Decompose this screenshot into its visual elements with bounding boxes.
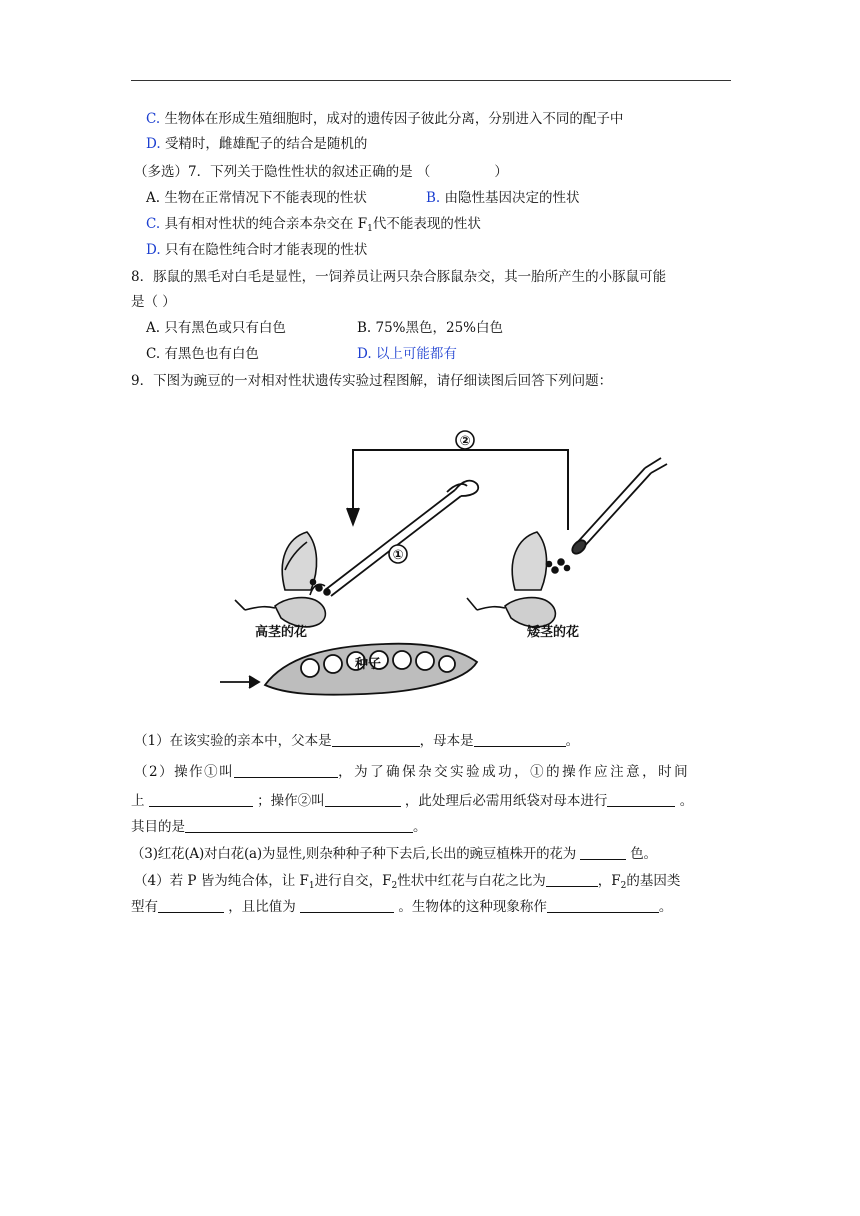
q8-option-c: C. 有黑色也有白色 [146,346,259,362]
q6-option-c [146,110,623,128]
option-label: C. [146,216,161,232]
q6-option-d [146,135,367,153]
answer-blank[interactable] [185,818,413,833]
q9-stem: 9．下图为豌豆的一对相对性状遗传实验过程图解，请仔细读图后回答下列问题： [131,373,613,389]
answer-blank[interactable] [158,898,224,913]
option-text: 受精时，雌雄配子的结合是随机的 [164,136,368,152]
q7-option-d [146,241,367,259]
q9-part2-line1: （2）操作①叫 ，为了确保杂交实验成功，①的操作应注意，时间 [134,764,691,780]
option-text: 由隐性基因决定的性状 [444,190,580,206]
seed-arrow [220,676,259,688]
q8-option-b: B. 75%黑色，25%白色 [357,320,504,336]
option-label: D. [146,136,161,152]
brush-drawing [570,458,667,556]
q8-option-d [357,345,457,363]
tall-flower-drawing [235,532,330,627]
option-text: 以上可能都有 [375,346,457,362]
short-flower-drawing [467,532,570,627]
q8-stem-line2: 是（ ） [131,294,176,310]
q9-part4-line2: 型有 ，且比值为 。生物体的这种现象称作 。 [131,899,673,915]
answer-blank[interactable] [149,792,253,807]
header-rule [131,80,731,81]
answer-blank[interactable] [547,898,659,913]
option-label: A. [146,190,161,206]
operation2-bracket [347,450,568,530]
option-label: B. [426,190,441,206]
answer-blank[interactable] [607,792,675,807]
answer-blank[interactable] [332,732,420,747]
tall-flower-label: 高茎的花 [255,625,308,640]
q9-part3: （3)红花(A)对白花(a)为显性,则杂种种子种下去后,长出的豌豆植株开的花为 色。 [131,846,657,862]
answer-blank[interactable] [300,898,394,913]
seed-label: 种子 [355,657,382,672]
q7-option-a [146,189,367,207]
option-text: 生物在正常情况下不能表现的性状 [164,190,367,206]
option-label: C. [146,111,161,127]
operation2-label: ② [459,434,471,449]
option-label: D. [146,242,161,258]
option-text: 生物体在形成生殖细胞时，成对的遗传因子彼此分离，分别进入不同的配子中 [164,111,624,127]
q7-option-c: C. 具有相对性状的纯合亲本杂交在 $F_1$代不能表现的性状 [146,216,481,234]
q7-option-b [426,189,580,207]
option-label: D. [357,346,372,362]
answer-blank[interactable] [234,763,338,778]
q9-part4-line1: （4）若 P 皆为纯合体，让 $F_1$进行自交，$F_2$性状中红花与白花之比为 ，$F_2$的基因类 [134,873,681,891]
answer-blank[interactable] [580,845,626,860]
answer-blank[interactable] [325,792,401,807]
pea-cross-diagram [215,420,675,705]
answer-blank[interactable] [546,872,598,887]
answer-blank[interactable] [474,732,566,747]
q8-stem-line1: 8．豚鼠的黑毛对白毛是显性，一饲养员让两只杂合豚鼠杂交，其一胎所产生的小豚鼠可能 [131,269,667,285]
q7-stem: （多选）7．下列关于隐性性状的叙述正确的是 （ ） [134,164,508,180]
option-text: 只有在隐性纯合时才能表现的性状 [164,242,368,258]
short-flower-label: 矮茎的花 [527,625,580,640]
q9-part1: （1）在该实验的亲本中，父本是 ，母本是 。 [134,733,580,749]
q9-part2-line3: 其目的是 。 [131,819,427,835]
q8-option-a: A. 只有黑色或只有白色 [146,320,286,336]
tweezers-drawing [325,481,478,596]
operation1-label: ① [392,548,404,563]
q9-part2-line2: 上 ；操作②叫 ，此处理后必需用纸袋对母本进行 。 [131,793,694,809]
